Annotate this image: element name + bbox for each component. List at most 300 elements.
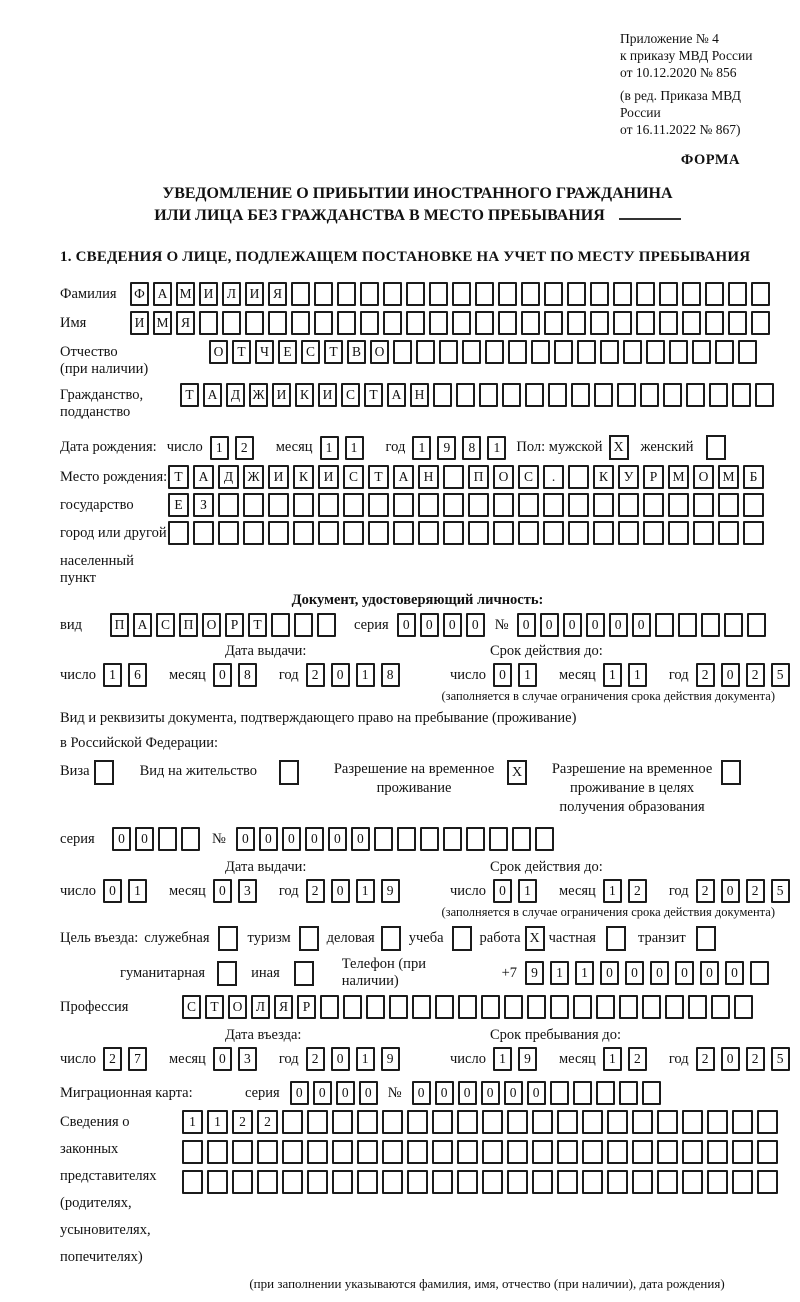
char-cell[interactable]	[406, 311, 425, 335]
char-cell[interactable]	[640, 383, 659, 407]
char-cell[interactable]: С	[301, 340, 320, 364]
char-cell[interactable]	[636, 311, 655, 335]
char-cell[interactable]	[582, 1140, 603, 1164]
char-cell[interactable]	[456, 383, 475, 407]
char-cell[interactable]: У	[618, 465, 639, 489]
char-cell[interactable]: О	[202, 613, 221, 637]
char-cell[interactable]	[535, 827, 554, 851]
char-cell[interactable]	[458, 995, 477, 1019]
char-cell[interactable]: 1	[518, 663, 537, 687]
char-cell[interactable]	[613, 311, 632, 335]
char-cell[interactable]	[443, 465, 464, 489]
char-cell[interactable]	[374, 827, 393, 851]
char-cell[interactable]: И	[268, 465, 289, 489]
char-cell[interactable]	[393, 521, 414, 545]
char-cell[interactable]: 3	[238, 1047, 257, 1071]
char-cell[interactable]: 0	[351, 827, 370, 851]
char-cell[interactable]	[383, 311, 402, 335]
char-cell[interactable]: Я	[176, 311, 195, 335]
char-cell[interactable]	[489, 827, 508, 851]
char-cell[interactable]: И	[199, 282, 218, 306]
char-cell[interactable]	[532, 1110, 553, 1134]
char-cell[interactable]: 0	[725, 961, 744, 985]
char-cell[interactable]	[718, 493, 739, 517]
char-cell[interactable]: 2	[696, 879, 715, 903]
char-cell[interactable]	[479, 383, 498, 407]
char-cell[interactable]	[245, 311, 264, 335]
char-cell[interactable]	[582, 1170, 603, 1194]
char-cell[interactable]: 0	[328, 827, 347, 851]
char-cell[interactable]: 0	[213, 879, 232, 903]
char-cell[interactable]	[619, 1081, 638, 1105]
char-cell[interactable]	[343, 521, 364, 545]
char-cell[interactable]: Ч	[255, 340, 274, 364]
char-cell[interactable]	[407, 1110, 428, 1134]
char-cell[interactable]	[418, 493, 439, 517]
char-cell[interactable]: 1	[103, 663, 122, 687]
char-cell[interactable]	[557, 1110, 578, 1134]
char-cell[interactable]: 2	[696, 663, 715, 687]
char-cell[interactable]: И	[130, 311, 149, 335]
char-cell[interactable]	[498, 282, 517, 306]
char-cell[interactable]: 2	[628, 1047, 647, 1071]
char-cell[interactable]	[502, 383, 521, 407]
char-cell[interactable]	[507, 1140, 528, 1164]
char-cell[interactable]	[728, 311, 747, 335]
char-cell[interactable]	[732, 1170, 753, 1194]
char-cell[interactable]: 0	[600, 961, 619, 985]
char-cell[interactable]	[750, 961, 769, 985]
temp-permit-edu-checkbox[interactable]	[721, 760, 741, 785]
residence-permit-checkbox[interactable]	[279, 760, 299, 785]
char-cell[interactable]	[482, 1170, 503, 1194]
char-cell[interactable]: Т	[324, 340, 343, 364]
char-cell[interactable]	[407, 1170, 428, 1194]
char-cell[interactable]	[360, 311, 379, 335]
char-cell[interactable]: 9	[525, 961, 544, 985]
char-cell[interactable]: 0	[721, 663, 740, 687]
char-cell[interactable]: П	[110, 613, 129, 637]
char-cell[interactable]: 0	[313, 1081, 332, 1105]
char-cell[interactable]	[218, 521, 239, 545]
char-cell[interactable]	[728, 282, 747, 306]
char-cell[interactable]	[705, 311, 724, 335]
char-cell[interactable]	[343, 493, 364, 517]
char-cell[interactable]	[682, 1140, 703, 1164]
char-cell[interactable]	[485, 340, 504, 364]
char-cell[interactable]: 0	[359, 1081, 378, 1105]
char-cell[interactable]	[669, 340, 688, 364]
char-cell[interactable]	[433, 383, 452, 407]
char-cell[interactable]	[181, 827, 200, 851]
char-cell[interactable]	[527, 995, 546, 1019]
char-cell[interactable]: 6	[128, 663, 147, 687]
char-cell[interactable]	[678, 613, 697, 637]
char-cell[interactable]	[573, 1081, 592, 1105]
char-cell[interactable]: 5	[771, 1047, 790, 1071]
char-cell[interactable]	[382, 1110, 403, 1134]
char-cell[interactable]: 0	[466, 613, 485, 637]
char-cell[interactable]	[168, 521, 189, 545]
char-cell[interactable]	[282, 1170, 303, 1194]
char-cell[interactable]: М	[153, 311, 172, 335]
char-cell[interactable]	[688, 995, 707, 1019]
char-cell[interactable]	[636, 282, 655, 306]
char-cell[interactable]: Р	[225, 613, 244, 637]
char-cell[interactable]	[475, 311, 494, 335]
char-cell[interactable]	[232, 1170, 253, 1194]
char-cell[interactable]: 5	[771, 879, 790, 903]
char-cell[interactable]	[368, 493, 389, 517]
char-cell[interactable]	[508, 340, 527, 364]
char-cell[interactable]: 1	[210, 436, 229, 460]
char-cell[interactable]	[617, 383, 636, 407]
char-cell[interactable]	[337, 311, 356, 335]
char-cell[interactable]	[366, 995, 385, 1019]
char-cell[interactable]	[632, 1170, 653, 1194]
char-cell[interactable]	[755, 383, 774, 407]
char-cell[interactable]	[282, 1140, 303, 1164]
char-cell[interactable]: 1	[356, 879, 375, 903]
char-cell[interactable]: 1	[487, 436, 506, 460]
char-cell[interactable]: 1	[603, 663, 622, 687]
char-cell[interactable]: 1	[207, 1110, 228, 1134]
char-cell[interactable]	[618, 521, 639, 545]
char-cell[interactable]	[557, 1140, 578, 1164]
char-cell[interactable]	[571, 383, 590, 407]
char-cell[interactable]	[532, 1170, 553, 1194]
char-cell[interactable]	[493, 493, 514, 517]
char-cell[interactable]: 0	[625, 961, 644, 985]
char-cell[interactable]: 0	[259, 827, 278, 851]
char-cell[interactable]: 0	[721, 879, 740, 903]
char-cell[interactable]: Н	[410, 383, 429, 407]
char-cell[interactable]	[693, 493, 714, 517]
char-cell[interactable]	[243, 521, 264, 545]
char-cell[interactable]: А	[193, 465, 214, 489]
char-cell[interactable]	[751, 311, 770, 335]
char-cell[interactable]: 0	[540, 613, 559, 637]
char-cell[interactable]	[682, 282, 701, 306]
char-cell[interactable]: Т	[364, 383, 383, 407]
char-cell[interactable]	[452, 311, 471, 335]
char-cell[interactable]	[525, 383, 544, 407]
char-cell[interactable]: И	[245, 282, 264, 306]
char-cell[interactable]	[718, 521, 739, 545]
char-cell[interactable]: 0	[112, 827, 131, 851]
char-cell[interactable]: О	[493, 465, 514, 489]
char-cell[interactable]	[568, 521, 589, 545]
char-cell[interactable]	[543, 521, 564, 545]
char-cell[interactable]: Т	[205, 995, 224, 1019]
char-cell[interactable]	[420, 827, 439, 851]
char-cell[interactable]	[243, 493, 264, 517]
char-cell[interactable]	[643, 521, 664, 545]
char-cell[interactable]: 3	[238, 879, 257, 903]
char-cell[interactable]	[462, 340, 481, 364]
char-cell[interactable]	[682, 1170, 703, 1194]
char-cell[interactable]: Т	[168, 465, 189, 489]
char-cell[interactable]: А	[393, 465, 414, 489]
char-cell[interactable]: Б	[743, 465, 764, 489]
temp-permit-checkbox[interactable]: X	[507, 760, 527, 785]
char-cell[interactable]: Е	[278, 340, 297, 364]
char-cell[interactable]: З	[193, 493, 214, 517]
char-cell[interactable]: 9	[437, 436, 456, 460]
char-cell[interactable]	[577, 340, 596, 364]
sex-female-checkbox[interactable]	[706, 435, 726, 460]
char-cell[interactable]	[554, 340, 573, 364]
char-cell[interactable]	[593, 493, 614, 517]
char-cell[interactable]	[747, 613, 766, 637]
char-cell[interactable]: П	[179, 613, 198, 637]
char-cell[interactable]: .	[543, 465, 564, 489]
char-cell[interactable]	[332, 1140, 353, 1164]
char-cell[interactable]: М	[176, 282, 195, 306]
char-cell[interactable]: Ж	[249, 383, 268, 407]
char-cell[interactable]	[357, 1170, 378, 1194]
char-cell[interactable]: 0	[213, 1047, 232, 1071]
char-cell[interactable]: К	[293, 465, 314, 489]
char-cell[interactable]	[607, 1110, 628, 1134]
char-cell[interactable]: 2	[306, 879, 325, 903]
char-cell[interactable]	[320, 995, 339, 1019]
char-cell[interactable]	[709, 383, 728, 407]
char-cell[interactable]: 0	[331, 1047, 350, 1071]
char-cell[interactable]	[397, 827, 416, 851]
char-cell[interactable]	[439, 340, 458, 364]
char-cell[interactable]	[682, 311, 701, 335]
char-cell[interactable]	[412, 995, 431, 1019]
char-cell[interactable]	[257, 1140, 278, 1164]
char-cell[interactable]	[282, 1110, 303, 1134]
char-cell[interactable]: 7	[128, 1047, 147, 1071]
char-cell[interactable]: 0	[213, 663, 232, 687]
char-cell[interactable]: С	[343, 465, 364, 489]
char-cell[interactable]	[544, 311, 563, 335]
char-cell[interactable]: Д	[226, 383, 245, 407]
char-cell[interactable]: И	[318, 465, 339, 489]
char-cell[interactable]	[332, 1110, 353, 1134]
char-cell[interactable]	[457, 1110, 478, 1134]
char-cell[interactable]: 1	[603, 1047, 622, 1071]
char-cell[interactable]	[701, 613, 720, 637]
char-cell[interactable]	[457, 1140, 478, 1164]
char-cell[interactable]: 1	[320, 436, 339, 460]
char-cell[interactable]: М	[718, 465, 739, 489]
char-cell[interactable]: Я	[274, 995, 293, 1019]
char-cell[interactable]	[757, 1170, 778, 1194]
char-cell[interactable]: 9	[381, 1047, 400, 1071]
char-cell[interactable]: Ф	[130, 282, 149, 306]
char-cell[interactable]	[607, 1140, 628, 1164]
char-cell[interactable]	[568, 493, 589, 517]
char-cell[interactable]	[482, 1140, 503, 1164]
char-cell[interactable]	[590, 282, 609, 306]
char-cell[interactable]	[232, 1140, 253, 1164]
char-cell[interactable]	[314, 282, 333, 306]
char-cell[interactable]	[715, 340, 734, 364]
char-cell[interactable]	[548, 383, 567, 407]
char-cell[interactable]	[498, 311, 517, 335]
char-cell[interactable]: 2	[306, 663, 325, 687]
char-cell[interactable]: 0	[331, 663, 350, 687]
char-cell[interactable]: А	[133, 613, 152, 637]
char-cell[interactable]: П	[468, 465, 489, 489]
char-cell[interactable]	[557, 1170, 578, 1194]
char-cell[interactable]	[337, 282, 356, 306]
char-cell[interactable]: О	[209, 340, 228, 364]
char-cell[interactable]	[668, 521, 689, 545]
char-cell[interactable]	[418, 521, 439, 545]
char-cell[interactable]: 1	[575, 961, 594, 985]
char-cell[interactable]: 0	[412, 1081, 431, 1105]
char-cell[interactable]	[268, 493, 289, 517]
purpose-private-checkbox[interactable]	[606, 926, 626, 951]
char-cell[interactable]	[182, 1170, 203, 1194]
char-cell[interactable]: О	[370, 340, 389, 364]
char-cell[interactable]	[368, 521, 389, 545]
char-cell[interactable]: 8	[381, 663, 400, 687]
char-cell[interactable]	[632, 1110, 653, 1134]
char-cell[interactable]: 0	[609, 613, 628, 637]
char-cell[interactable]	[389, 995, 408, 1019]
char-cell[interactable]: Т	[248, 613, 267, 637]
char-cell[interactable]	[293, 521, 314, 545]
char-cell[interactable]	[468, 493, 489, 517]
purpose-work-checkbox[interactable]: X	[525, 926, 545, 951]
purpose-humanitarian-checkbox[interactable]	[217, 961, 237, 986]
char-cell[interactable]	[657, 1170, 678, 1194]
char-cell[interactable]: С	[156, 613, 175, 637]
char-cell[interactable]: 2	[257, 1110, 278, 1134]
char-cell[interactable]	[623, 340, 642, 364]
char-cell[interactable]: 0	[517, 613, 536, 637]
char-cell[interactable]	[521, 311, 540, 335]
char-cell[interactable]	[443, 521, 464, 545]
char-cell[interactable]	[493, 521, 514, 545]
char-cell[interactable]	[318, 521, 339, 545]
char-cell[interactable]	[475, 282, 494, 306]
char-cell[interactable]	[693, 521, 714, 545]
char-cell[interactable]	[271, 613, 290, 637]
char-cell[interactable]	[732, 383, 751, 407]
char-cell[interactable]: Р	[297, 995, 316, 1019]
char-cell[interactable]: 0	[305, 827, 324, 851]
char-cell[interactable]	[406, 282, 425, 306]
char-cell[interactable]	[642, 1081, 661, 1105]
char-cell[interactable]	[207, 1170, 228, 1194]
char-cell[interactable]: Ж	[243, 465, 264, 489]
char-cell[interactable]: Я	[268, 282, 287, 306]
char-cell[interactable]: 2	[628, 879, 647, 903]
char-cell[interactable]: 2	[746, 663, 765, 687]
char-cell[interactable]: 1	[518, 879, 537, 903]
char-cell[interactable]: 2	[103, 1047, 122, 1071]
purpose-tourism-checkbox[interactable]	[299, 926, 319, 951]
char-cell[interactable]: 0	[135, 827, 154, 851]
char-cell[interactable]	[291, 311, 310, 335]
char-cell[interactable]: Л	[222, 282, 241, 306]
char-cell[interactable]	[567, 311, 586, 335]
char-cell[interactable]	[416, 340, 435, 364]
char-cell[interactable]	[657, 1110, 678, 1134]
char-cell[interactable]: С	[182, 995, 201, 1019]
char-cell[interactable]: М	[668, 465, 689, 489]
char-cell[interactable]: 0	[504, 1081, 523, 1105]
purpose-official-checkbox[interactable]	[218, 926, 238, 951]
char-cell[interactable]: 1	[182, 1110, 203, 1134]
char-cell[interactable]	[711, 995, 730, 1019]
char-cell[interactable]	[619, 995, 638, 1019]
char-cell[interactable]: 1	[550, 961, 569, 985]
char-cell[interactable]	[482, 1110, 503, 1134]
char-cell[interactable]: С	[341, 383, 360, 407]
char-cell[interactable]	[518, 493, 539, 517]
char-cell[interactable]: 0	[563, 613, 582, 637]
char-cell[interactable]	[734, 995, 753, 1019]
char-cell[interactable]	[757, 1140, 778, 1164]
char-cell[interactable]	[393, 340, 412, 364]
char-cell[interactable]	[646, 340, 665, 364]
char-cell[interactable]	[504, 995, 523, 1019]
char-cell[interactable]	[222, 311, 241, 335]
char-cell[interactable]: 0	[458, 1081, 477, 1105]
char-cell[interactable]	[668, 493, 689, 517]
char-cell[interactable]	[507, 1170, 528, 1194]
char-cell[interactable]	[544, 282, 563, 306]
char-cell[interactable]	[705, 282, 724, 306]
char-cell[interactable]	[481, 995, 500, 1019]
char-cell[interactable]	[429, 282, 448, 306]
char-cell[interactable]: Т	[368, 465, 389, 489]
char-cell[interactable]	[432, 1140, 453, 1164]
char-cell[interactable]: 0	[493, 879, 512, 903]
char-cell[interactable]: О	[693, 465, 714, 489]
char-cell[interactable]	[407, 1140, 428, 1164]
char-cell[interactable]: Л	[251, 995, 270, 1019]
char-cell[interactable]: 0	[331, 879, 350, 903]
char-cell[interactable]	[452, 282, 471, 306]
char-cell[interactable]: 1	[493, 1047, 512, 1071]
char-cell[interactable]	[457, 1170, 478, 1194]
char-cell[interactable]: 2	[232, 1110, 253, 1134]
sex-male-checkbox[interactable]: X	[609, 435, 629, 460]
char-cell[interactable]	[307, 1170, 328, 1194]
char-cell[interactable]	[314, 311, 333, 335]
char-cell[interactable]	[600, 340, 619, 364]
char-cell[interactable]	[550, 995, 569, 1019]
char-cell[interactable]	[343, 995, 362, 1019]
char-cell[interactable]: В	[347, 340, 366, 364]
char-cell[interactable]: 0	[435, 1081, 454, 1105]
char-cell[interactable]	[751, 282, 770, 306]
char-cell[interactable]	[596, 995, 615, 1019]
char-cell[interactable]: И	[318, 383, 337, 407]
purpose-other-checkbox[interactable]	[294, 961, 314, 986]
char-cell[interactable]	[182, 1140, 203, 1164]
char-cell[interactable]	[382, 1170, 403, 1194]
char-cell[interactable]: 1	[345, 436, 364, 460]
char-cell[interactable]: Д	[218, 465, 239, 489]
char-cell[interactable]	[665, 995, 684, 1019]
char-cell[interactable]: 0	[632, 613, 651, 637]
char-cell[interactable]	[707, 1170, 728, 1194]
char-cell[interactable]: 1	[628, 663, 647, 687]
char-cell[interactable]: 1	[356, 663, 375, 687]
char-cell[interactable]	[268, 311, 287, 335]
char-cell[interactable]	[642, 995, 661, 1019]
